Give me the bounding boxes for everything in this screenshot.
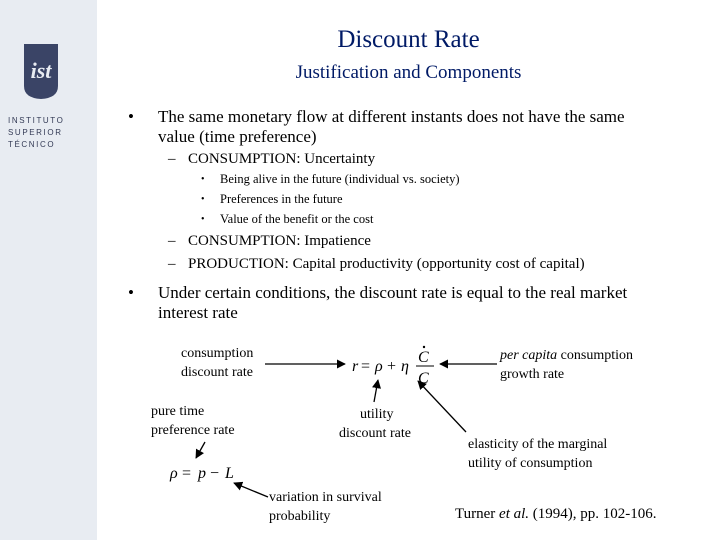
arrow-elasticity [418, 381, 466, 432]
eq1-rho: ρ [375, 358, 383, 375]
arrow-utility-discount [374, 380, 378, 402]
eq1-r: r [352, 358, 359, 375]
eq1-numerator: C [418, 349, 429, 366]
label-consumption-discount-rate-a: consumption [181, 346, 254, 361]
eq1-denominator: C [418, 370, 429, 387]
arrow-survival [234, 483, 268, 497]
bullet-text-1a: The same monetary flow at different instants does not have the same [158, 107, 625, 126]
bullet-marker: • [128, 107, 134, 126]
bullet-text-2b: interest rate [158, 303, 238, 322]
label-elasticity-b: utility of consumption [468, 456, 593, 471]
dash-marker: – [168, 233, 176, 249]
equation-pure-time [169, 465, 234, 482]
sub-sub-item-3: Value of the benefit or the cost [220, 212, 374, 226]
label-utility-discount-b: discount rate [339, 426, 411, 441]
institution-line: TÉCNICO [8, 140, 56, 149]
dash-marker: – [168, 256, 176, 272]
eq1-eta: η [401, 358, 409, 375]
bullet-marker: • [201, 214, 205, 225]
label-elasticity-a: elasticity of the marginal [468, 437, 608, 452]
label-per-capita-growth-b: growth rate [500, 367, 565, 382]
eq1-dot [423, 346, 425, 348]
label-pure-time-b: preference rate [151, 423, 235, 438]
sub-bullet-3: PRODUCTION: Capital productivity (opportunity cost of capital) [188, 256, 585, 272]
eq2-rho: ρ [170, 465, 178, 482]
sub-sub-item-2: Preferences in the future [220, 192, 343, 206]
bullet-marker: • [201, 174, 205, 185]
citation: Turner et al. (1994), pp. 102-106. [455, 506, 657, 522]
page-title: Discount Rate [337, 26, 480, 53]
eq2-L: L [225, 465, 234, 482]
label-per-capita-growth-a: per capita consumption [500, 348, 633, 363]
label-consumption-discount-rate-b: discount rate [181, 365, 253, 380]
sub-bullet-1: CONSUMPTION: Uncertainty [188, 151, 376, 167]
label-utility-discount-a: utility [360, 407, 394, 422]
bullet-text-1b: value (time preference) [158, 127, 317, 146]
institution-line: SUPERIOR [8, 128, 63, 137]
dash-marker: – [168, 151, 176, 167]
label-pure-time-a: pure time [151, 404, 205, 419]
bullet-marker: • [128, 283, 134, 302]
eq1-plus: + [387, 358, 397, 375]
arrow-pure-time [196, 442, 205, 458]
eq2-equals: = [182, 465, 192, 482]
equation-discount-rate [352, 346, 434, 387]
eq2-minus: − [210, 465, 220, 482]
page-subtitle: Justification and Components [295, 62, 522, 83]
eq1-equals: = [361, 358, 371, 375]
eq2-p: p [198, 465, 206, 482]
sub-sub-item-1: Being alive in the future (individual vs. society) [220, 172, 460, 186]
label-survival-a: variation in survival [269, 490, 382, 505]
institution-line: INSTITUTO [8, 116, 65, 125]
bullet-text-2a: Under certain conditions, the discount rate is equal to the real market [158, 283, 628, 302]
sub-bullet-2: CONSUMPTION: Impatience [188, 233, 371, 249]
bullet-marker: • [201, 194, 205, 205]
label-survival-b: probability [269, 509, 331, 524]
svg-text:ist: ist [30, 58, 52, 83]
